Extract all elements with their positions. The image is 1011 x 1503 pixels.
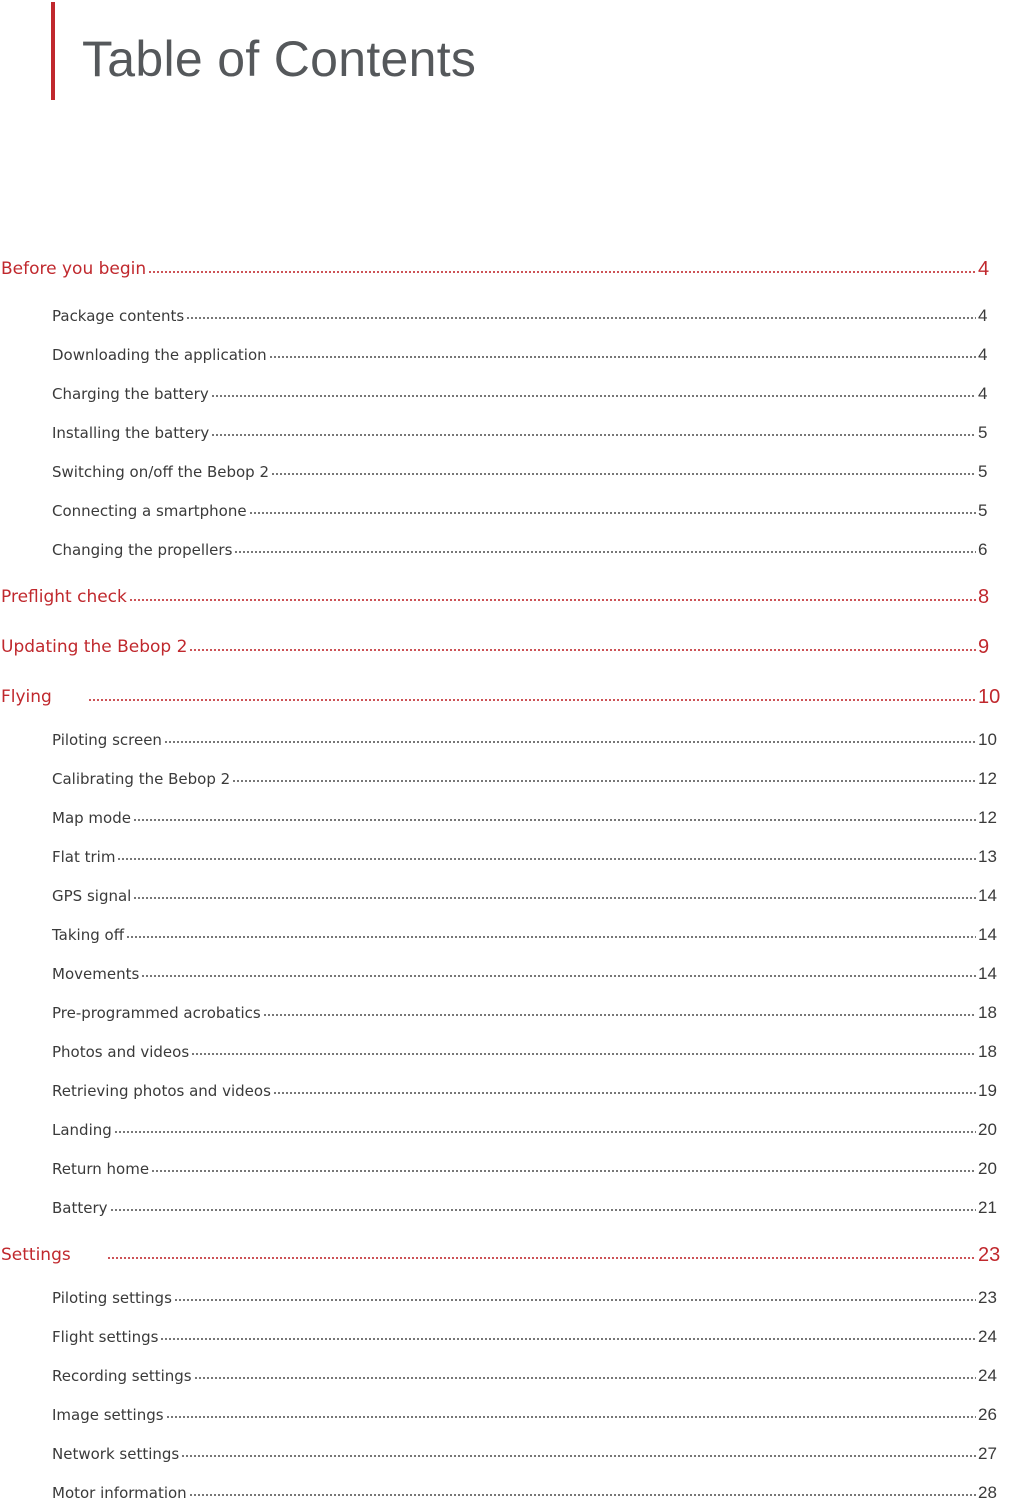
toc-page-number: 4 [978,258,990,280]
toc-entry-label: Pre-programmed acrobatics [52,1004,261,1022]
toc-subsection-entry[interactable] [52,1074,1006,1100]
toc-entry-label: Before you begin [1,259,147,279]
toc-entry-label: Network settings [52,1445,180,1463]
toc-subsection-entry[interactable] [52,494,1006,520]
toc-subsection-entry[interactable] [52,762,1006,788]
dot-leader [273,1091,976,1095]
toc-page-number: 5 [978,462,988,481]
toc-page-number: 4 [978,384,988,403]
dot-leader [164,740,976,744]
dot-leader [141,974,976,978]
toc-entry-label: Changing the propellers [52,541,233,559]
toc-entry-label: Movements [52,965,140,983]
toc-entry-label: Charging the battery [52,385,209,403]
dot-leader [269,355,976,359]
dot-leader [160,1337,976,1341]
dot-leader [211,433,976,437]
toc-entry-label: Settings [1,1245,71,1265]
toc-page-number: 27 [978,1444,997,1463]
dot-leader [126,935,976,939]
toc-section-entry[interactable] [1,1239,1006,1265]
toc-subsection-entry[interactable] [52,918,1006,944]
dot-leader [133,896,976,900]
toc-page-number: 10 [978,730,997,749]
toc-page-number: 6 [978,540,988,559]
dot-leader [232,779,976,783]
toc-subsection-entry[interactable] [52,455,1006,481]
toc-entry-label: GPS signal [52,887,132,905]
toc-entry-label: Flying [1,687,52,707]
dot-leader [186,316,976,320]
toc-page-number: 28 [978,1483,997,1502]
toc-entry-label: Connecting a smartphone [52,502,247,520]
toc-page-number: 19 [978,1081,997,1100]
toc-entry-label: Battery [52,1199,108,1217]
toc-page-number: 10 [978,686,1001,708]
toc-page-number: 14 [978,964,997,983]
toc-page-number: 5 [978,501,988,520]
toc-subsection-entry[interactable] [52,723,1006,749]
dot-leader [117,857,976,861]
dot-leader [166,1415,976,1419]
dot-leader [114,1130,976,1134]
toc-entry-label: Downloading the application [52,346,267,364]
toc-page-number: 23 [978,1288,997,1307]
toc-page-number: 21 [978,1198,997,1217]
toc-entry-label: Updating the Bebop 2 [1,637,188,657]
dot-leader [181,1454,976,1458]
toc-entry-label: Map mode [52,809,131,827]
toc-page-number: 18 [978,1003,997,1022]
toc-entry-label: Motor information [52,1484,187,1502]
toc-subsection-entry[interactable] [52,1035,1006,1061]
toc-subsection-entry[interactable] [52,416,1006,442]
toc-page-number: 18 [978,1042,997,1061]
toc-entry-label: Taking off [52,926,125,944]
toc-entry-label: Retrieving photos and videos [52,1082,271,1100]
toc-page-number: 4 [978,345,988,364]
toc-subsection-entry[interactable] [52,377,1006,403]
toc-subsection-entry[interactable] [52,1476,1006,1502]
toc-subsection-entry[interactable] [52,1113,1006,1139]
dot-leader [148,270,976,274]
toc-section-entry[interactable] [1,253,1006,279]
dot-leader [271,472,976,476]
toc-entry-label: Switching on/off the Bebop 2 [52,463,270,481]
toc-page-number: 14 [978,886,997,905]
dot-leader [189,648,976,652]
toc-entry-label: Piloting settings [52,1289,172,1307]
toc-subsection-entry[interactable] [52,1191,1006,1217]
toc-page-number: 26 [978,1405,997,1424]
toc-entry-label: Landing [52,1121,112,1139]
toc-entry-label: Return home [52,1160,150,1178]
toc-subsection-entry[interactable] [52,1437,1006,1463]
toc-section-entry[interactable] [1,631,1006,657]
toc-subsection-entry[interactable] [52,957,1006,983]
toc-subsection-entry[interactable] [52,338,1006,364]
toc-subsection-entry[interactable] [52,299,1006,325]
toc-page-number: 8 [978,586,990,608]
dot-leader [191,1052,976,1056]
toc-entry-label: Installing the battery [52,424,210,442]
toc-subsection-entry[interactable] [52,1359,1006,1385]
toc-subsection-entry[interactable] [52,801,1006,827]
toc-entry-label: Flat trim [52,848,116,866]
toc-page-number: 12 [978,769,997,788]
toc-page-number: 20 [978,1159,997,1178]
toc-page-number: 13 [978,847,997,866]
toc-entry-label: Piloting screen [52,731,162,749]
toc-entry-label: Preflight check [1,587,127,607]
toc-subsection-entry[interactable] [52,1152,1006,1178]
toc-entry-label: Package contents [52,307,185,325]
toc-subsection-entry[interactable] [52,1320,1006,1346]
dot-leader [133,818,976,822]
toc-page-number: 5 [978,423,988,442]
dot-leader [107,1256,976,1260]
toc-subsection-entry[interactable] [52,840,1006,866]
toc-entry-label: Recording settings [52,1367,192,1385]
toc-page-number: 24 [978,1366,997,1385]
toc-page-number: 24 [978,1327,997,1346]
dot-leader [234,550,976,554]
toc-page-number: 9 [978,636,990,658]
toc-entry-label: Flight settings [52,1328,159,1346]
toc-subsection-entry[interactable] [52,1398,1006,1424]
dot-leader [211,394,976,398]
page-title: Table of Contents [82,31,477,87]
toc-subsection-entry[interactable] [52,1281,1006,1307]
toc-entry-label: Image settings [52,1406,164,1424]
dot-leader [189,1493,976,1497]
dot-leader [151,1169,976,1173]
title-accent-bar [51,2,55,100]
toc-page-number: 4 [978,306,988,325]
toc-page-number: 12 [978,808,997,827]
dot-leader [88,698,976,702]
toc-section-entry[interactable] [1,581,1006,607]
toc-entry-label: Photos and videos [52,1043,190,1061]
toc-page-number: 20 [978,1120,997,1139]
dot-leader [110,1208,976,1212]
dot-leader [263,1013,976,1017]
toc-subsection-entry[interactable] [52,533,1006,559]
toc-entry-label: Calibrating the Bebop 2 [52,770,231,788]
dot-leader [249,511,976,515]
toc-subsection-entry[interactable] [52,879,1006,905]
toc-subsection-entry[interactable] [52,996,1006,1022]
toc-page-number: 14 [978,925,997,944]
dot-leader [174,1298,976,1302]
dot-leader [129,598,976,602]
toc-section-entry[interactable] [1,681,1006,707]
dot-leader [194,1376,976,1380]
toc-page-number: 23 [978,1244,1001,1266]
